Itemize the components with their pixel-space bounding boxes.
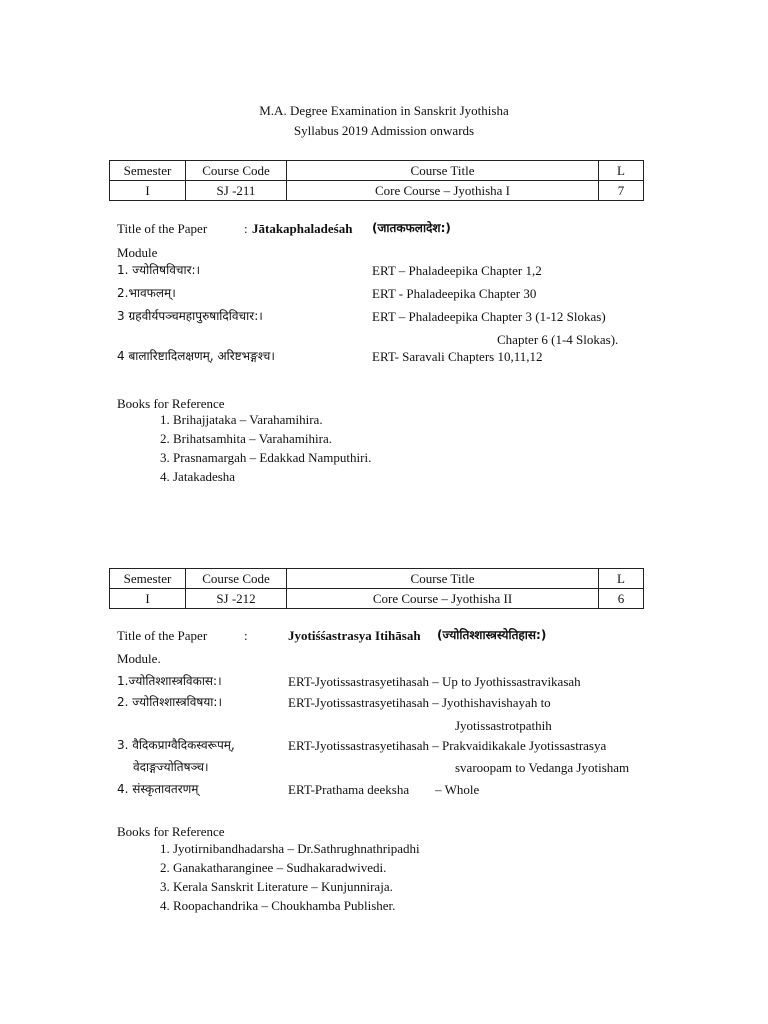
- course-table-2: [109, 568, 644, 609]
- table-header-row: [110, 569, 644, 589]
- module-reference: ERT - Phaladeepika Chapter 30: [372, 286, 537, 301]
- reference-list: [160, 410, 371, 486]
- table-row: [110, 589, 644, 609]
- cell-course-code: SJ -211: [186, 181, 287, 201]
- module-reference-continued: Chapter 6 (1-4 Slokas).: [497, 332, 619, 347]
- reference-list: [160, 839, 420, 915]
- paper-title-devanagari: (ज्योतिश्शास्त्रस्येतिहास:): [437, 628, 547, 642]
- cell-semester: I: [110, 589, 186, 609]
- paper-title-label: Title of the Paper: [117, 628, 208, 643]
- module-item: 2.भावफलम्।: [117, 286, 176, 300]
- list-item: 4. Roopachandrika – Choukhamba Publisher.: [160, 898, 396, 913]
- table-row: [110, 181, 644, 201]
- module-reference: ERT- Saravali Chapters 10,11,12: [372, 349, 543, 364]
- paper-title-colon: :: [244, 628, 248, 643]
- module-item-continued: वेदाङ्गज्योतिषञ्च।: [133, 760, 209, 774]
- list-item: 3. Kerala Sanskrit Literature – Kunjunniraja.: [160, 879, 393, 894]
- module-reference-continued: svaroopam to Vedanga Jyotisham: [455, 760, 630, 775]
- module-reference: ERT – Phaladeepika Chapter 1,2: [372, 263, 542, 278]
- module-reference: ERT-Jyotissastrasyetihasah – Up to Jyothissastravikasah: [288, 674, 581, 689]
- module-reference-continued: Jyotissastrotpathih: [455, 718, 552, 733]
- cell-course-code: SJ -212: [186, 589, 287, 609]
- header-semester: Semester: [110, 161, 186, 181]
- paper-title: Jātakaphaladeśah: [252, 221, 353, 236]
- cell-semester: I: [110, 181, 186, 201]
- module-reference: ERT-Prathama deeksha – Whole: [288, 782, 480, 797]
- cell-l: 7: [599, 181, 644, 201]
- module-item: 2. ज्योतिश्शास्त्रविषया:।: [117, 695, 223, 709]
- module-reference: ERT-Jyotissastrasyetihasah – Jyothishavishayah to: [288, 695, 551, 710]
- document-title: M.A. Degree Examination in Sanskrit Jyothisha: [259, 103, 509, 118]
- module-item: 3. वैदिकप्राग्वैदिकस्वरूपम्,: [117, 738, 235, 752]
- list-item: 2. Ganakatharanginee – Sudhakaradwivedi.: [160, 860, 387, 875]
- list-item: 3. Prasnamargah – Edakkad Namputhiri.: [160, 450, 372, 465]
- module-item: 4 बालारिष्टादिलक्षणम्, अरिष्टभङ्गश्च।: [117, 349, 275, 363]
- paper-title-devanagari: (जातकफलादेश:): [372, 221, 451, 235]
- module-item: 4. संस्कृतावतरणम्: [117, 782, 199, 796]
- books-for-reference-label: Books for Reference: [117, 824, 225, 839]
- header-course-title: Course Title: [287, 161, 599, 181]
- module-label: Module.: [117, 651, 161, 666]
- table-header-row: [110, 161, 644, 181]
- cell-course-title: Core Course – Jyothisha II: [287, 589, 599, 609]
- paper-title-label: Title of the Paper: [117, 221, 208, 236]
- header-course-title: Course Title: [287, 569, 599, 589]
- list-item: 1. Brihajjataka – Varahamihira.: [160, 412, 323, 427]
- document-subtitle: Syllabus 2019 Admission onwards: [293, 123, 475, 138]
- list-item: 4. Jatakadesha: [160, 469, 236, 484]
- books-for-reference-label: Books for Reference: [117, 396, 225, 411]
- header-course-code: Course Code: [186, 569, 287, 589]
- module-item: 1.ज्योतिश्शास्त्रविकास:।: [117, 674, 222, 688]
- header-semester: Semester: [110, 569, 186, 589]
- list-item: 2. Brihatsamhita – Varahamihira.: [160, 431, 332, 446]
- module-reference: ERT-Jyotissastrasyetihasah – Prakvaidikakale Jyotissastrasya: [288, 738, 607, 753]
- module-label: Module: [117, 245, 158, 260]
- module-item: 1. ज्योतिषविचार:।: [117, 263, 201, 277]
- cell-course-title: Core Course – Jyothisha I: [287, 181, 599, 201]
- module-item: 3 ग्रहवीर्यपञ्चमहापुरुषादिविचार:।: [117, 309, 263, 323]
- paper-title-colon: :: [244, 221, 248, 236]
- course-table-1: [109, 160, 644, 201]
- header-course-code: Course Code: [186, 161, 287, 181]
- header-l: L: [599, 161, 644, 181]
- list-item: 1. Jyotirnibandhadarsha – Dr.Sathrughnathripadhi: [160, 841, 420, 856]
- header-l: L: [599, 569, 644, 589]
- paper-title: Jyotiśśastrasya Itihāsah: [288, 628, 421, 643]
- module-reference: ERT – Phaladeepika Chapter 3 (1-12 Slokas): [372, 309, 606, 324]
- cell-l: 6: [599, 589, 644, 609]
